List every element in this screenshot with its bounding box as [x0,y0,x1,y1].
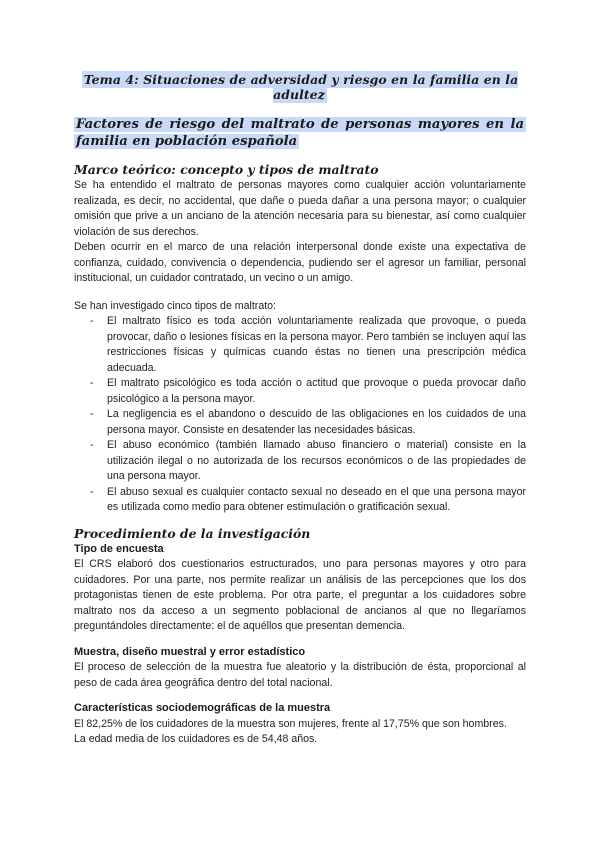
marco-paragraph-3: Se han investigado cinco tipos de maltrato: [74,299,276,312]
section-title: Factores de riesgo del maltrato de personas mayores en la familia en población española [76,117,524,149]
list-item: - La negligencia es el abandono o descuido de las obligaciones en los cuidados de una persona mayor. Consiste en desatender las necesidades básicas. [74,407,526,438]
encuesta-paragraph: El CRS elaboró dos cuestionarios estructurados, uno para personas mayores y otro para cuidadores. Por una parte, nos permite realizar un análisis de las percepciones que los dos protagonistas tienen de este problema. Por otra parte, el preguntar a los cuidadores sobre maltrato nos da acceso a un segmento poblacional de ancianos al que no llegaríamos preguntándoles directamente: el de aquéllos que presentan demencia. [74,558,526,632]
maltrato-types-list [74,314,526,516]
caracteristicas-paragraph-1: El 82,25% de los cuidadores de la muestra son mujeres, frente al 17,75% que son hombres. [74,717,507,730]
marco-paragraph-2: Deben ocurrir en el marco de una relación interpersonal donde existe una expectativa de confianza, cuidado, convivencia o dependencia, pudiendo ser el agresor un familiar, personal institucional, un cuidador contratado, un vecino o un amigo. [74,241,526,284]
list-item: - El abuso sexual es cualquier contacto sexual no deseado en el que una persona mayor es utilizada como medio para obtener estimulación o gratificación sexual. [74,485,526,516]
encuesta-heading: Tipo de encuesta [74,542,164,555]
document-title: Tema 4: Situaciones de adversidad y riesgo en la familia en la adultez [83,72,519,102]
procedimiento-heading: Procedimiento de la investigación [74,525,311,541]
list-item: - El maltrato psicológico es toda acción o actitud que provoque o pueda provocar daño psicológico a la persona mayor. [74,376,526,407]
caracteristicas-paragraph-2: La edad media de los cuidadores es de 54,48 años. [74,733,318,745]
marco-heading: Marco teórico: concepto y tipos de maltrato [74,162,379,177]
list-item: - El maltrato físico es toda acción voluntariamente realizada que provoque, o pueda provocar, daño o lesiones físicas en la persona mayor. Pero también se incluyen aquí las restricciones físicas y químicas cuando éstas no tienen una prescripción médica adecuada. [74,314,526,376]
list-item: - El abuso económico (también llamado abuso financiero o material) consiste en la utilización ilegal o no autorizada de los recursos económicos o de las propiedades de una persona mayor. [74,438,526,485]
muestra-paragraph: El proceso de selección de la muestra fue aleatorio y la distribución de ésta, proporcional al peso de cada área geográfica dentro del total nacional. [74,661,526,689]
muestra-heading: Muestra, diseño muestral y error estadístico [74,645,306,658]
caracteristicas-heading: Características sociodemográficas de la muestra [74,702,331,714]
marco-paragraph-1: Se ha entendido el maltrato de personas mayores como cualquier acción voluntariamente realizada, es decir, no accidental, que dañe o pueda dañar a una persona mayor; o cualquier omisión que prive a un anciano de la atención necesaria para su bienestar, así como cualquier violación de sus derechos. [74,179,526,238]
